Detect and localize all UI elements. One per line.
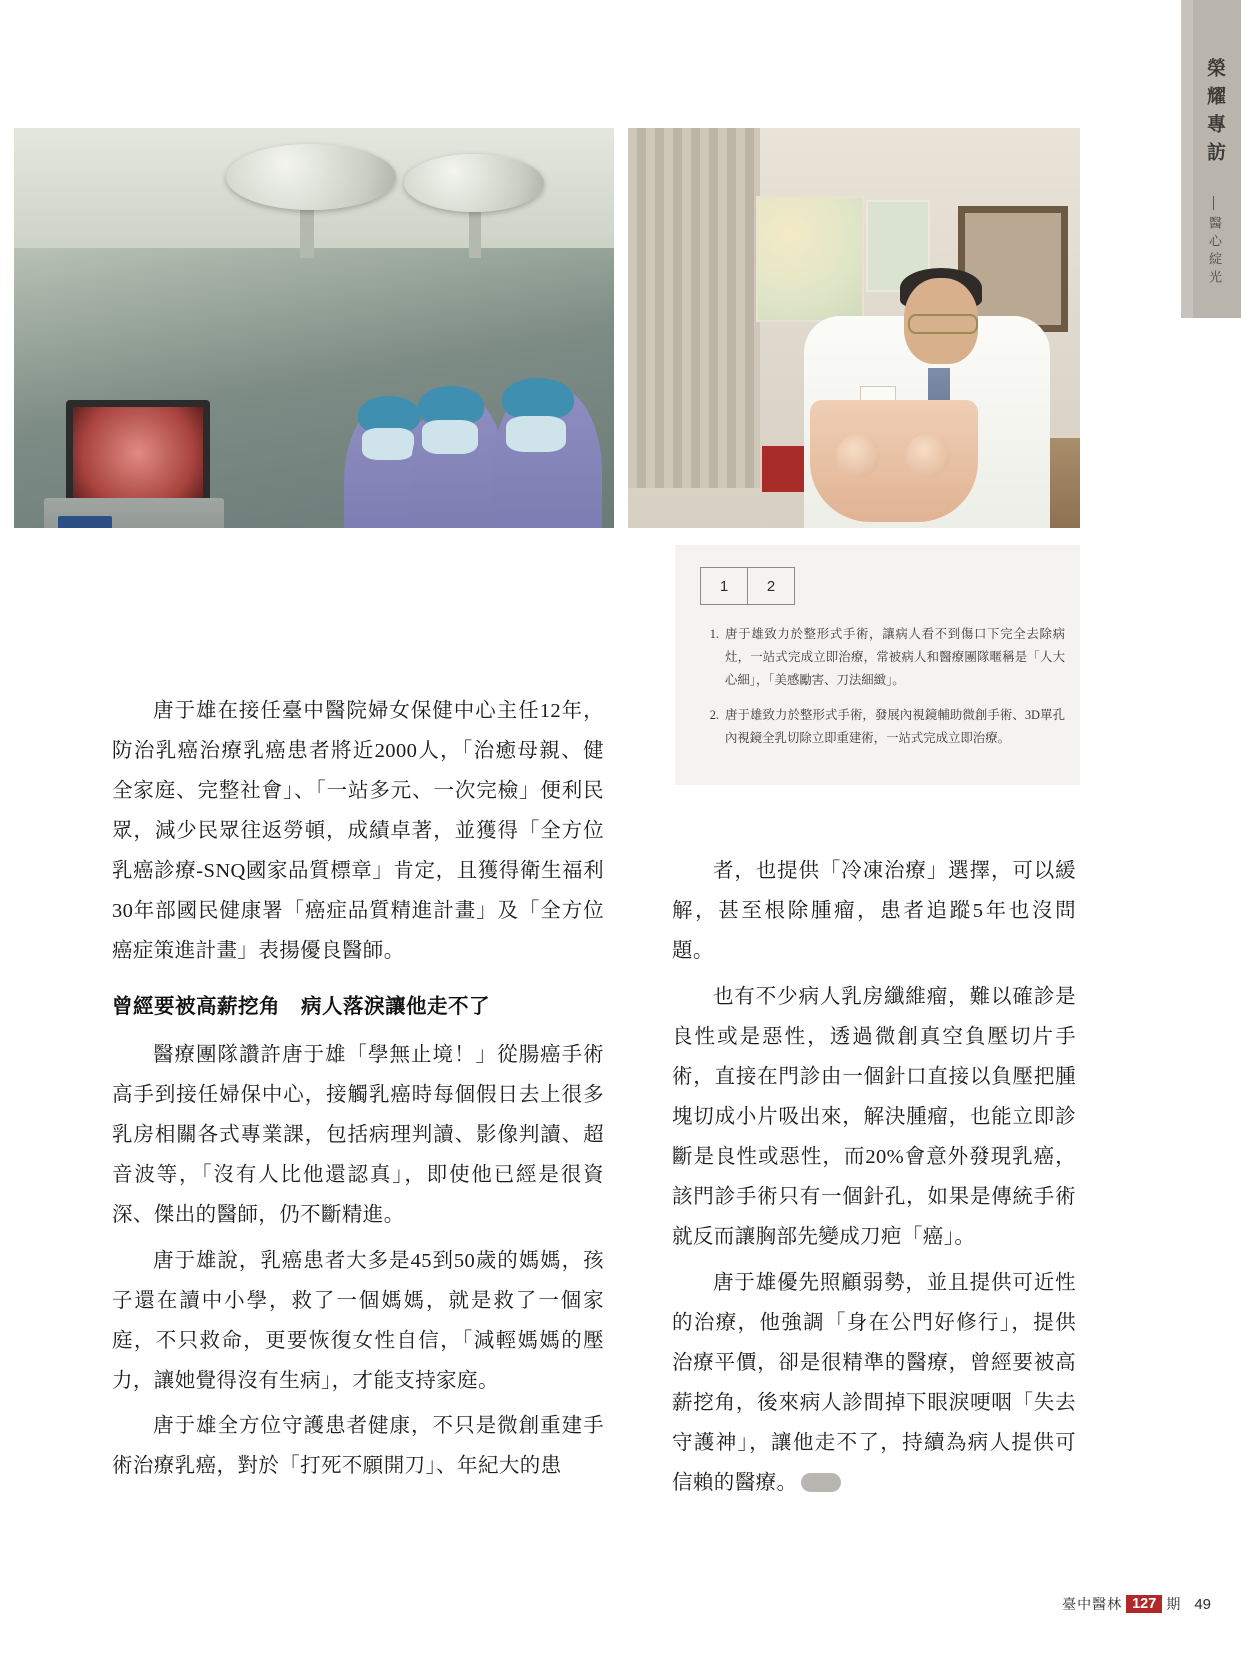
caption-number-1: 1 (700, 567, 748, 605)
breast-model (810, 400, 978, 522)
section-tab-subtitle: 醫心綻光 (1207, 216, 1222, 288)
caption-item-number: 1. (709, 627, 719, 641)
operating-room-photo (14, 128, 614, 528)
model-detail (906, 434, 950, 478)
paragraph: 唐于雄在接任臺中醫院婦女保健中心主任12年，防治乳癌治療乳癌患者將近2000人，「治癒母親、健全家庭、完整社會」、「一站多元、一次完檢」便利民眾，減少民眾往返勞頓，成績卓著，並獲得「全方位乳癌診療-SNQ國家品質標章」肯定，且獲得衛生福利30年部國民健康署「癌症品質精進計畫」及「全方位癌症策進計畫」表揚優良醫師。 (112, 700, 604, 962)
paragraph: 也有不少病人乳房纖維瘤，難以確診是良性或是惡性，透過微創真空負壓切片手術，直接在門診由一個針口直接以負壓把腫塊切成小片吸出來，解決腫瘤，也能立即診斷是良性或惡性，而20%會意外發現乳癌，該門診手術只有一個針孔，如果是傳統手術就反而讓胸部先變成刀疤「癌」。 (672, 985, 1076, 1248)
surgical-mask-icon (506, 416, 566, 452)
caption-number-tabs (701, 567, 795, 605)
caption-item-number: 2. (709, 707, 719, 722)
doctor-portrait-photo (628, 128, 1080, 528)
surgical-mask-icon (422, 420, 478, 454)
surgical-cap-icon (502, 378, 574, 420)
surgical-lamp-icon (226, 144, 396, 210)
paragraph-final (672, 1264, 1076, 1504)
paragraph: 唐于雄說，乳癌患者大多是45到50歲的媽媽，孩子還在讀中小學，救了一個媽媽，就是救了一個家庭，不只救命，更要恢復女性自信，「減輕媽媽的壓力，讓她覺得沒有生病」，才能支持家庭。 (112, 1249, 604, 1392)
issue-suffix: 期 (1166, 1596, 1181, 1612)
page-footer (1062, 1594, 1211, 1614)
caption-item-text: 唐于雄致力於整形式手術，發展內視鏡輔助微創手術、3D單孔內視鏡全乳切除立即重建術，一站式完成立即治療。 (725, 707, 1065, 745)
page-number: 49 (1194, 1595, 1211, 1613)
glasses-icon (908, 314, 978, 334)
cart-display (58, 516, 112, 528)
window-curtain (628, 128, 760, 488)
magazine-name: 臺中醫林 (1062, 1596, 1123, 1612)
caption-item (697, 623, 1065, 692)
wall-poster (756, 196, 864, 322)
model-detail (836, 434, 880, 478)
section-subheading: 曾經要被高薪挖角 病人落淚讓他走不了 (112, 995, 490, 1018)
caption-item-text: 唐于雄致力於整形式手術，讓病人看不到傷口下完全去除病灶，一站式完成立即治療，常被病人和醫療團隊暱稱是「人大心細」，「美感勵害、刀法細緻」。 (725, 627, 1065, 687)
equipment-cart (44, 498, 224, 528)
body-column-left (112, 692, 604, 1493)
section-tab-divider (1213, 196, 1214, 210)
section-tab (1181, 0, 1241, 318)
issue-number: 127 (1126, 1595, 1162, 1613)
paragraph: 者，也提供「冷凍治療」選擇，可以緩解，甚至根除腫瘤，患者追蹤5年也沒問題。 (672, 860, 1076, 962)
caption-list (697, 623, 1065, 762)
surgical-mask-icon (362, 428, 414, 460)
caption-item (697, 704, 1065, 750)
lamp-arm-icon (469, 208, 481, 258)
surgical-lamp-icon (404, 154, 544, 212)
section-tab-title: 榮耀專訪 (1204, 58, 1225, 170)
body-column-right (672, 852, 1076, 1510)
paragraph-text: 唐于雄優先照顧弱勢，並且提供可近性的治療，他強調「身在公門好修行」，提供治療平價，卻是很精準的醫療，曾經要被高薪挖角，後來病人診間掉下眼淚哽咽「失去守護神」，讓他走不了，持續為病人提供可信賴的醫療。 (672, 1271, 1076, 1494)
paragraph: 醫療團隊讚許唐于雄「學無止境！」從腸癌手術高手到接任婦保中心，接觸乳癌時每個假日去上很多乳房相關各式專業課，包括病理判讀、影像判讀、超音波等，「沒有人比他還認真」，即使他已經是很資深、傑出的醫師，仍不斷精進。 (112, 1043, 604, 1226)
paragraph: 唐于雄全方位守護患者健康，不只是微創重建手術治療乳癌，對於「打死不願開刀」、年紀大的患 (112, 1415, 604, 1478)
photo-caption-block (675, 545, 1080, 785)
endoscope-monitor (66, 400, 210, 506)
end-of-article-icon (801, 1473, 841, 1492)
caption-number-2: 2 (747, 567, 795, 605)
